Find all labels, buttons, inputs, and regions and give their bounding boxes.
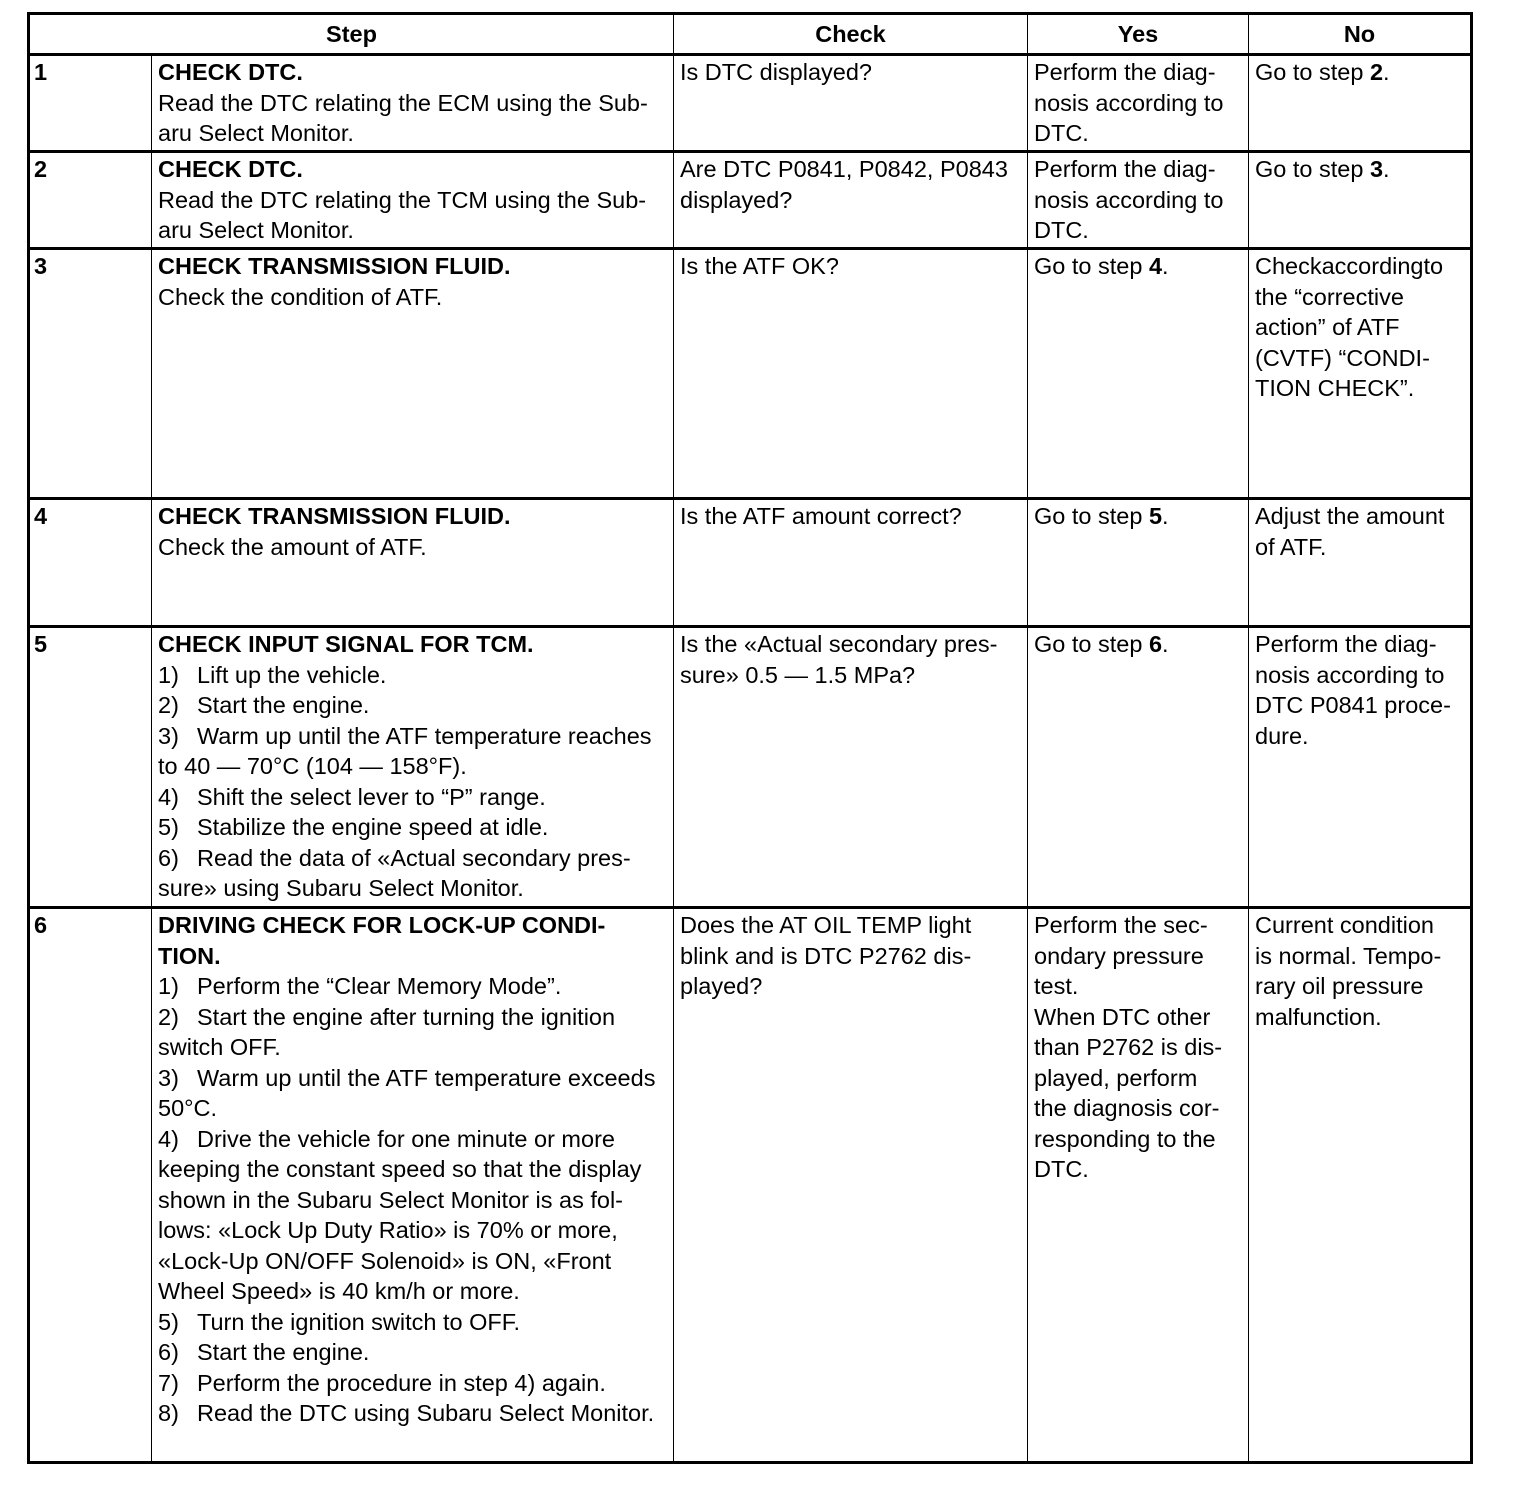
step-desc-line: Check the condition of ATF.: [158, 283, 443, 310]
no-line: action” of ATF: [1255, 314, 1400, 340]
yes-line: [1034, 501, 1242, 532]
table-row: [29, 908, 1472, 1463]
step-number: 2: [29, 152, 152, 249]
yes-goto-step: 5: [1148, 503, 1163, 529]
yes-line: played, perform: [1034, 1064, 1198, 1091]
yes-line: Perform the diag-: [1034, 156, 1216, 182]
yes-cell: [1028, 908, 1249, 1463]
no-line: (CVTF) “CONDI-: [1255, 344, 1430, 371]
item-text: Start the engine.: [197, 692, 370, 718]
item-number: 6): [158, 1339, 179, 1365]
no-line: nosis according to: [1255, 661, 1445, 688]
no-line: is normal. Tempo-: [1255, 942, 1442, 969]
item-continuation: Wheel Speed» is 40 km/h or more.: [158, 1278, 520, 1304]
item-continuation: to 40 — 70°C (104 — 158°F).: [158, 753, 467, 779]
yes-cell: [1028, 249, 1249, 499]
item-text: Perform the procedure in step 4) again.: [197, 1369, 606, 1396]
step-title: CHECK DTC.: [158, 59, 303, 85]
yes-line: When DTC other: [1034, 1003, 1211, 1030]
table-row: [29, 55, 1472, 152]
yes-line: [1034, 251, 1242, 282]
step-cell: [152, 55, 674, 152]
item-number: 4): [158, 783, 179, 810]
step-number: 4: [29, 499, 152, 627]
step-title: CHECK DTC.: [158, 156, 303, 182]
procedure-item: [158, 843, 667, 874]
check-line: Is the «Actual secondary pres-: [680, 631, 998, 657]
yes-line: the diagnosis cor-: [1034, 1095, 1220, 1121]
item-number: 5): [158, 1308, 179, 1335]
procedure-item: [158, 1398, 667, 1429]
no-goto-text: Go to step: [1255, 156, 1370, 182]
no-line: Adjust the amount: [1255, 503, 1445, 529]
no-line: Checkaccordingto: [1255, 253, 1444, 279]
yes-line: ondary pressure: [1034, 942, 1204, 969]
no-goto-step: 3: [1369, 156, 1384, 182]
procedure-item: [158, 721, 667, 752]
header-no: No: [1249, 14, 1472, 55]
item-continuation: shown in the Subaru Select Monitor is as fol-: [158, 1186, 624, 1213]
yes-line: test.: [1034, 973, 1079, 999]
item-text: Warm up until the ATF temperature exceeds: [197, 1064, 656, 1091]
step-number: 6: [29, 908, 152, 1463]
yes-goto-suffix: .: [1162, 253, 1169, 279]
procedure-item: [158, 782, 667, 813]
procedure-item: [158, 1307, 667, 1338]
item-text: Lift up the vehicle.: [197, 661, 387, 688]
check-cell: [674, 908, 1028, 1463]
yes-cell: [1028, 627, 1249, 908]
item-number: 3): [158, 1064, 179, 1091]
table-row: [29, 152, 1472, 249]
header-step: Step: [29, 14, 674, 55]
check-line: Does the AT OIL TEMP light: [680, 912, 972, 938]
no-cell: [1249, 499, 1472, 627]
item-continuation: 50°C.: [158, 1095, 218, 1121]
yes-goto-text: Go to step: [1034, 631, 1149, 657]
item-text: Read the data of «Actual secondary pres-: [197, 844, 631, 871]
yes-line: nosis according to: [1034, 186, 1224, 213]
no-line: [1255, 57, 1464, 88]
yes-cell: [1028, 55, 1249, 152]
yes-line: responding to the: [1034, 1125, 1216, 1152]
item-text: Perform the “Clear Memory Mode”.: [197, 973, 562, 999]
step-title: CHECK TRANSMISSION FLUID.: [158, 503, 511, 529]
header-row: [29, 14, 1472, 55]
no-line: of ATF.: [1255, 533, 1327, 560]
check-line: played?: [680, 973, 763, 999]
step-title: DRIVING CHECK FOR LOCK-UP CONDI-: [158, 912, 606, 938]
yes-goto-step: 4: [1148, 253, 1163, 279]
procedure-item: [158, 1002, 667, 1033]
check-cell: [674, 55, 1028, 152]
no-line: rary oil pressure: [1255, 973, 1424, 999]
item-text: Read the DTC using Subaru Select Monitor.: [197, 1400, 655, 1426]
no-goto-suffix: .: [1383, 156, 1390, 182]
table-row: [29, 627, 1472, 908]
table-row: [29, 249, 1472, 499]
item-continuation: switch OFF.: [158, 1034, 281, 1060]
no-cell: [1249, 627, 1472, 908]
item-number: 2): [158, 692, 179, 718]
step-cell: [152, 152, 674, 249]
yes-line: DTC.: [1034, 1156, 1089, 1182]
procedure-item: [158, 1337, 667, 1368]
yes-goto-text: Go to step: [1034, 503, 1149, 529]
yes-line: Perform the sec-: [1034, 912, 1208, 938]
step-cell: [152, 627, 674, 908]
check-cell: [674, 499, 1028, 627]
item-text: Start the engine after turning the ignition: [197, 1003, 616, 1030]
procedure-item: [158, 1063, 667, 1094]
diagnosis-table: [27, 12, 1473, 1464]
no-goto-text: Go to step: [1255, 59, 1370, 85]
step-title: CHECK TRANSMISSION FLUID.: [158, 253, 511, 279]
no-goto-suffix: .: [1383, 59, 1390, 85]
yes-goto-step: 6: [1148, 631, 1163, 657]
item-number: 2): [158, 1003, 179, 1030]
item-continuation: keeping the constant speed so that the display: [158, 1156, 642, 1182]
no-cell: [1249, 55, 1472, 152]
item-number: 6): [158, 844, 179, 871]
item-continuation: «Lock-Up ON/OFF Solenoid» is ON, «Front: [158, 1247, 612, 1274]
step-title: CHECK INPUT SIGNAL FOR TCM.: [158, 631, 534, 657]
no-line: dure.: [1255, 722, 1309, 749]
check-cell: [674, 627, 1028, 908]
step-desc-line: Read the DTC relating the TCM using the Sub-: [158, 186, 647, 213]
step-cell: [152, 249, 674, 499]
no-cell: [1249, 908, 1472, 1463]
procedure-item: [158, 971, 667, 1002]
step-title: TION.: [158, 942, 221, 969]
procedure-item: [158, 812, 667, 843]
table-row: [29, 499, 1472, 627]
check-cell: [674, 249, 1028, 499]
item-number: 4): [158, 1125, 179, 1152]
header-check: Check: [674, 14, 1028, 55]
no-cell: [1249, 152, 1472, 249]
step-cell: [152, 499, 674, 627]
step-desc-line: Read the DTC relating the ECM using the Sub-: [158, 89, 648, 116]
no-line: Current condition: [1255, 912, 1434, 938]
item-number: 3): [158, 722, 179, 749]
item-number: 5): [158, 814, 179, 840]
no-line: TION CHECK”.: [1255, 375, 1415, 401]
yes-goto-suffix: .: [1162, 631, 1169, 657]
no-line: Perform the diag-: [1255, 631, 1437, 657]
yes-line: than P2762 is dis-: [1034, 1034, 1223, 1060]
item-text: Shift the select lever to “P” range.: [197, 783, 546, 810]
procedure-item: [158, 1368, 667, 1399]
yes-goto-suffix: .: [1162, 503, 1169, 529]
item-continuation: lows: «Lock Up Duty Ratio» is 70% or more,: [158, 1217, 618, 1243]
item-number: 8): [158, 1400, 179, 1426]
yes-goto-text: Go to step: [1034, 253, 1149, 279]
procedure-item: [158, 1124, 667, 1155]
no-line: malfunction.: [1255, 1003, 1382, 1030]
yes-line: DTC.: [1034, 120, 1089, 146]
procedure-item: [158, 690, 667, 721]
item-text: Stabilize the engine speed at idle.: [197, 814, 549, 840]
no-cell: [1249, 249, 1472, 499]
item-text: Turn the ignition switch to OFF.: [197, 1308, 521, 1335]
check-cell: [674, 152, 1028, 249]
yes-line: DTC.: [1034, 217, 1089, 243]
step-cell: [152, 908, 674, 1463]
item-number: 1): [158, 661, 179, 688]
yes-line: nosis according to: [1034, 89, 1224, 116]
yes-cell: [1028, 499, 1249, 627]
item-number: 1): [158, 973, 179, 999]
step-desc-line: Check the amount of ATF.: [158, 533, 427, 560]
no-line: [1255, 154, 1464, 185]
item-text: Start the engine.: [197, 1339, 370, 1365]
check-line: sure» 0.5 — 1.5 MPa?: [680, 661, 916, 688]
no-line: the “corrective: [1255, 283, 1404, 310]
item-continuation: sure» using Subaru Select Monitor.: [158, 875, 524, 901]
check-line: blink and is DTC P2762 dis-: [680, 942, 972, 969]
step-desc-line: aru Select Monitor.: [158, 120, 354, 146]
yes-line: Perform the diag-: [1034, 59, 1216, 85]
check-line: Is the ATF OK?: [680, 253, 839, 279]
header-yes: Yes: [1028, 14, 1249, 55]
item-number: 7): [158, 1369, 179, 1396]
procedure-item: [158, 660, 667, 691]
check-line: displayed?: [680, 186, 793, 213]
no-goto-step: 2: [1369, 59, 1384, 85]
check-line: Are DTC P0841, P0842, P0843: [680, 156, 1008, 182]
step-number: 5: [29, 627, 152, 908]
no-line: DTC P0841 proce-: [1255, 692, 1451, 718]
item-text: Drive the vehicle for one minute or more: [197, 1125, 615, 1152]
step-number: 3: [29, 249, 152, 499]
step-desc-line: aru Select Monitor.: [158, 217, 354, 243]
item-text: Warm up until the ATF temperature reaches: [197, 722, 652, 749]
yes-line: [1034, 629, 1242, 660]
check-line: Is DTC displayed?: [680, 59, 872, 85]
step-number: 1: [29, 55, 152, 152]
yes-cell: [1028, 152, 1249, 249]
check-line: Is the ATF amount correct?: [680, 503, 962, 529]
